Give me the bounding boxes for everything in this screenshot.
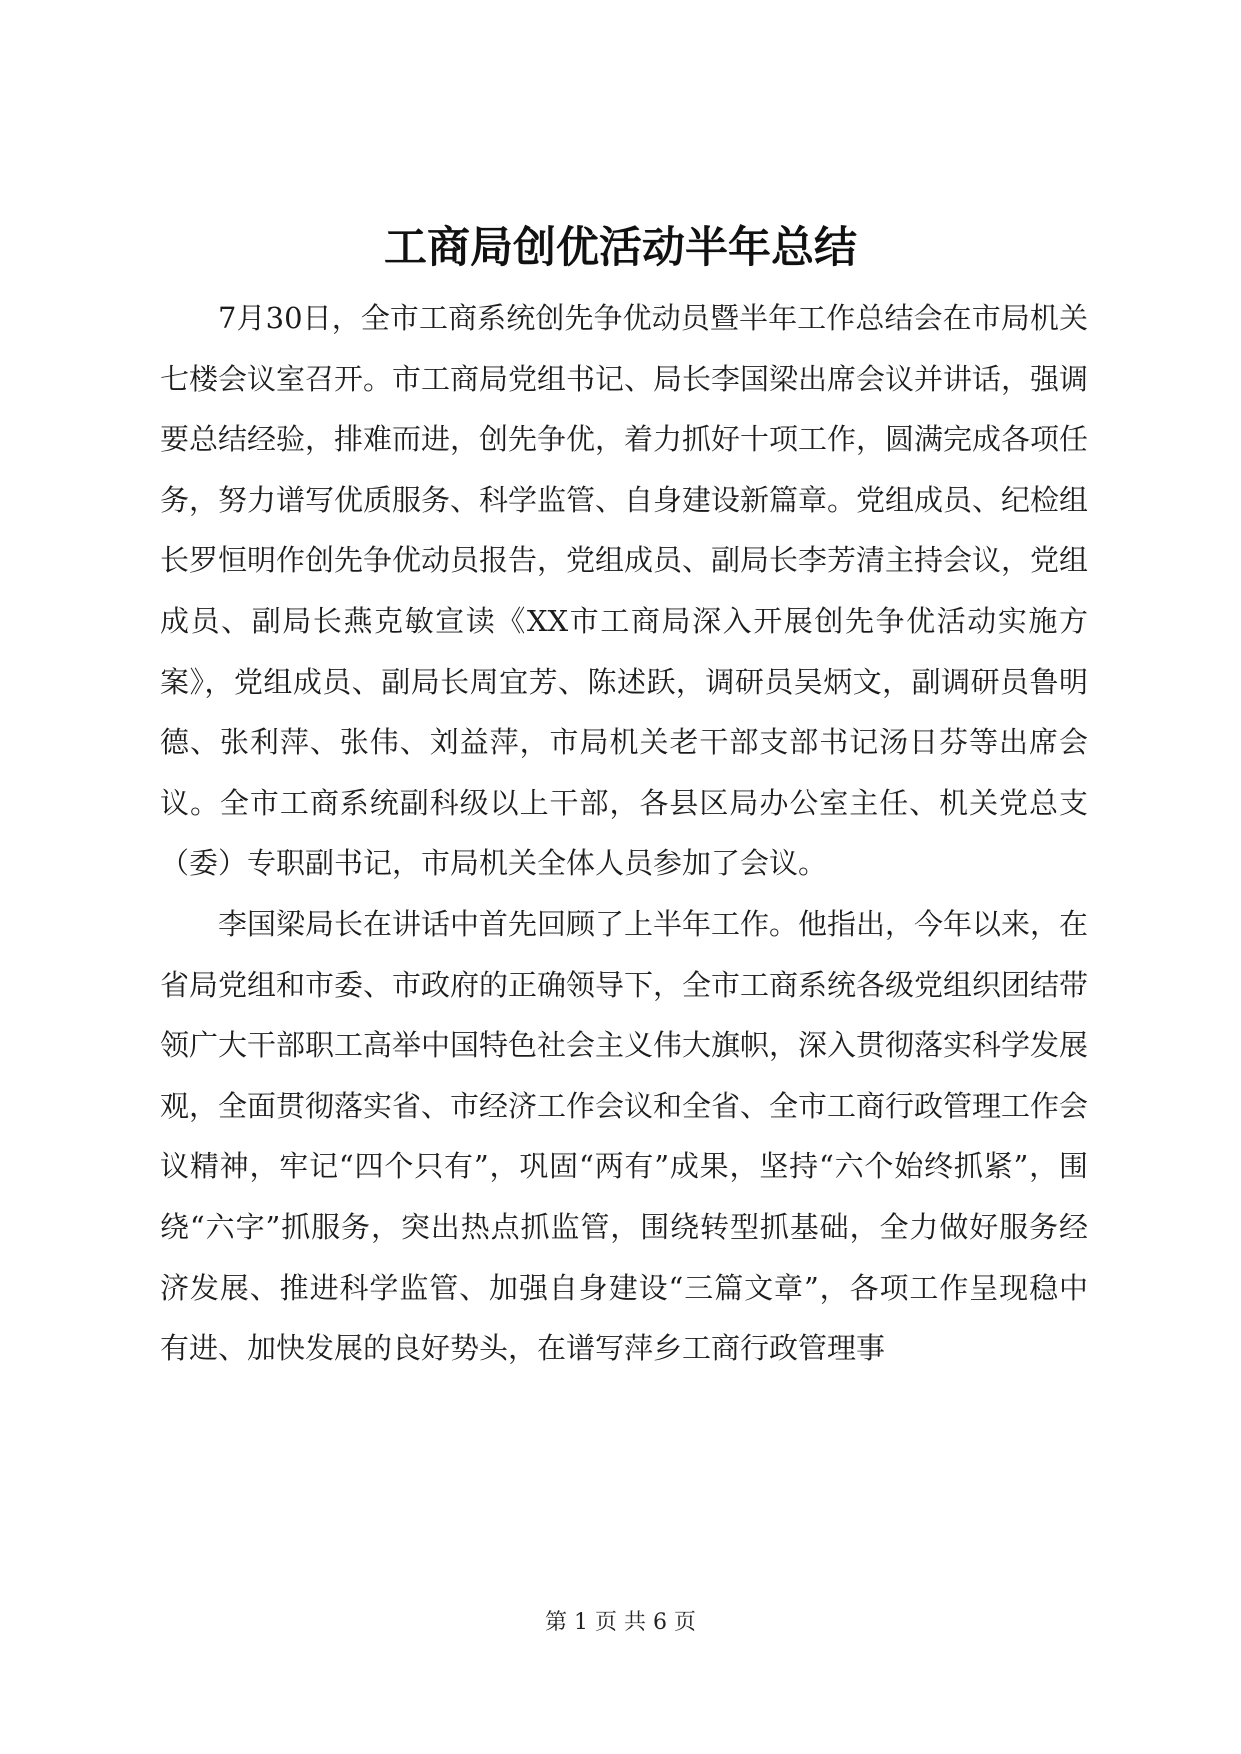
document-title: 工商局创优活动半年总结 (384, 223, 857, 273)
page-footer: 第 1 页 共 6 页 (545, 1610, 696, 1635)
paragraph-1: 7月30日，全市工商系统创先争优动员暨半年工作总结会在市局机关七楼会议室召开。市工商局党组书记、局长李国梁出席会议并讲话，强调要总结经验，排难而进，创先争优，着力抓好十项工作，圆满完成各项任务，努力谱写优质服务、科学监管、自身建设新篇章。党组成员、纪检组长罗恒明作创先争优动员报告，党组成员、副局长李芳清主持会议，党组成员、副局长燕克敏宣读《XX市工商局深入开展创先争优活动实施方案》，党组成员、副局长周宜芳、陈述跃，调研员吴炳文，副调研员鲁明德、张利萍、张伟、刘益萍，市局机关老干部支部书记汤日芬等出席会议。全市工商系统副科级以上干部，各县区局办公室主任、机关党总支（委）专职副书记，市局机关全体人员参加了会议。 (160, 301, 1089, 881)
document-body (160, 288, 1088, 1379)
paragraph-2: 李国梁局长在讲话中首先回顾了上半年工作。他指出，今年以来，在省局党组和市委、市政府的正确领导下，全市工商系统各级党组织团结带领广大干部职工高举中国特色社会主义伟大旗帜，深入贯彻落实科学发展观，全面贯彻落实省、市经济工作会议和全省、全市工商行政管理工作会议精神，牢记“四个只有”，巩固“两有”成果，坚持“六个始终抓紧”，围绕“六字”抓服务，突出热点抓监管，围绕转型抓基础，全力做好服务经济发展、推进科学监管、加强自身建设“三篇文章”，各项工作呈现稳中有进、加快发展的良好势头，在谱写萍乡工商行政管理事 (160, 906, 1089, 1366)
